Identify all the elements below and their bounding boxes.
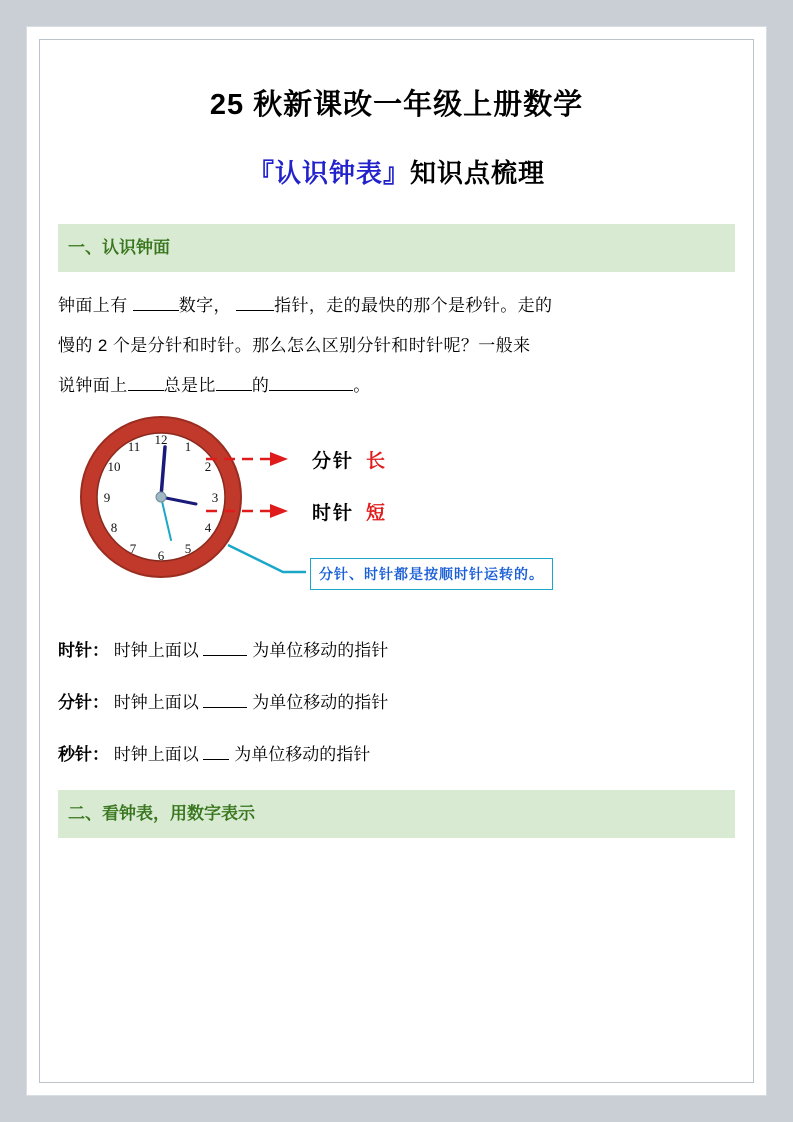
svg-text:8: 8 — [110, 520, 118, 535]
para1-part-h: 。 — [353, 376, 371, 395]
para1-part-b: 数字， — [178, 296, 231, 315]
svg-text:10: 10 — [107, 459, 121, 474]
label-minute-answer: 长 — [366, 451, 388, 472]
label-hour-text: 时针 — [312, 503, 355, 524]
page-title-line1: 25 秋新课改一年级上册数学 — [209, 89, 584, 121]
section-heading-2: 二、看钟表，用数字表示 — [58, 790, 735, 838]
page-title-topic: 『认识钟表』 — [247, 158, 410, 188]
fill-blank — [236, 310, 274, 311]
label-minute-text: 分针 — [312, 451, 355, 472]
svg-text:5: 5 — [184, 541, 192, 556]
definition-second-label: 秒针： — [58, 745, 109, 764]
definition-minute-label: 分针： — [58, 693, 109, 712]
fill-blank — [216, 390, 252, 391]
para1-part-c: 指针，走的最快的那个是秒针。走的 — [274, 296, 553, 315]
paragraph-clock-face — [58, 286, 735, 406]
svg-text:3: 3 — [211, 490, 219, 505]
fill-blank — [203, 759, 229, 760]
document-content — [58, 56, 735, 1072]
svg-text:12: 12 — [154, 432, 168, 447]
svg-text:9: 9 — [103, 490, 111, 505]
page-title-line2 — [58, 153, 735, 190]
definition-hour-text-b: 为单位移动的指针 — [252, 641, 389, 660]
definition-hour-hand — [58, 638, 735, 664]
svg-text:4: 4 — [204, 520, 212, 535]
section-heading-1: 一、认识钟面 — [58, 224, 735, 272]
para1-part-g: 的 — [251, 376, 270, 395]
definition-second-text-b: 为单位移动的指针 — [234, 745, 371, 764]
definition-second-text-a: 时钟上面以 — [113, 745, 199, 764]
svg-text:2: 2 — [204, 459, 212, 474]
fill-blank — [203, 655, 247, 656]
para1-part-f: 总是比 — [163, 376, 216, 395]
page-outer-frame — [26, 26, 767, 1096]
fill-blank — [133, 310, 179, 311]
definition-hour-label: 时针： — [58, 641, 109, 660]
fill-blank — [128, 390, 164, 391]
clock-illustration-block — [58, 412, 735, 612]
definition-hour-text-a: 时钟上面以 — [113, 641, 199, 660]
svg-text:1: 1 — [184, 439, 192, 454]
svg-text:7: 7 — [129, 541, 137, 556]
page-title-suffix: 知识点梳理 — [410, 158, 546, 188]
label-hour-hand — [312, 498, 387, 525]
fill-blank — [203, 707, 247, 708]
para1-part-e: 说钟面上 — [58, 376, 128, 395]
definition-minute-hand — [58, 690, 735, 716]
definition-minute-text-a: 时钟上面以 — [113, 693, 199, 712]
label-hour-answer: 短 — [366, 503, 388, 524]
para1-part-a: 钟面上有 — [58, 296, 128, 315]
svg-text:11: 11 — [127, 439, 141, 454]
label-minute-hand — [312, 446, 387, 473]
definition-second-hand — [58, 742, 735, 768]
callout-note: 分针、时针都是按顺时针运转的。 — [310, 558, 553, 590]
para1-part-d: 慢的 2 个是分针和时针。那么怎么区别分针和时针呢？一般来 — [58, 336, 531, 355]
fill-blank — [269, 390, 353, 391]
definition-minute-text-b: 为单位移动的指针 — [252, 693, 389, 712]
svg-text:6: 6 — [157, 548, 165, 563]
page-inner-frame — [39, 39, 754, 1083]
